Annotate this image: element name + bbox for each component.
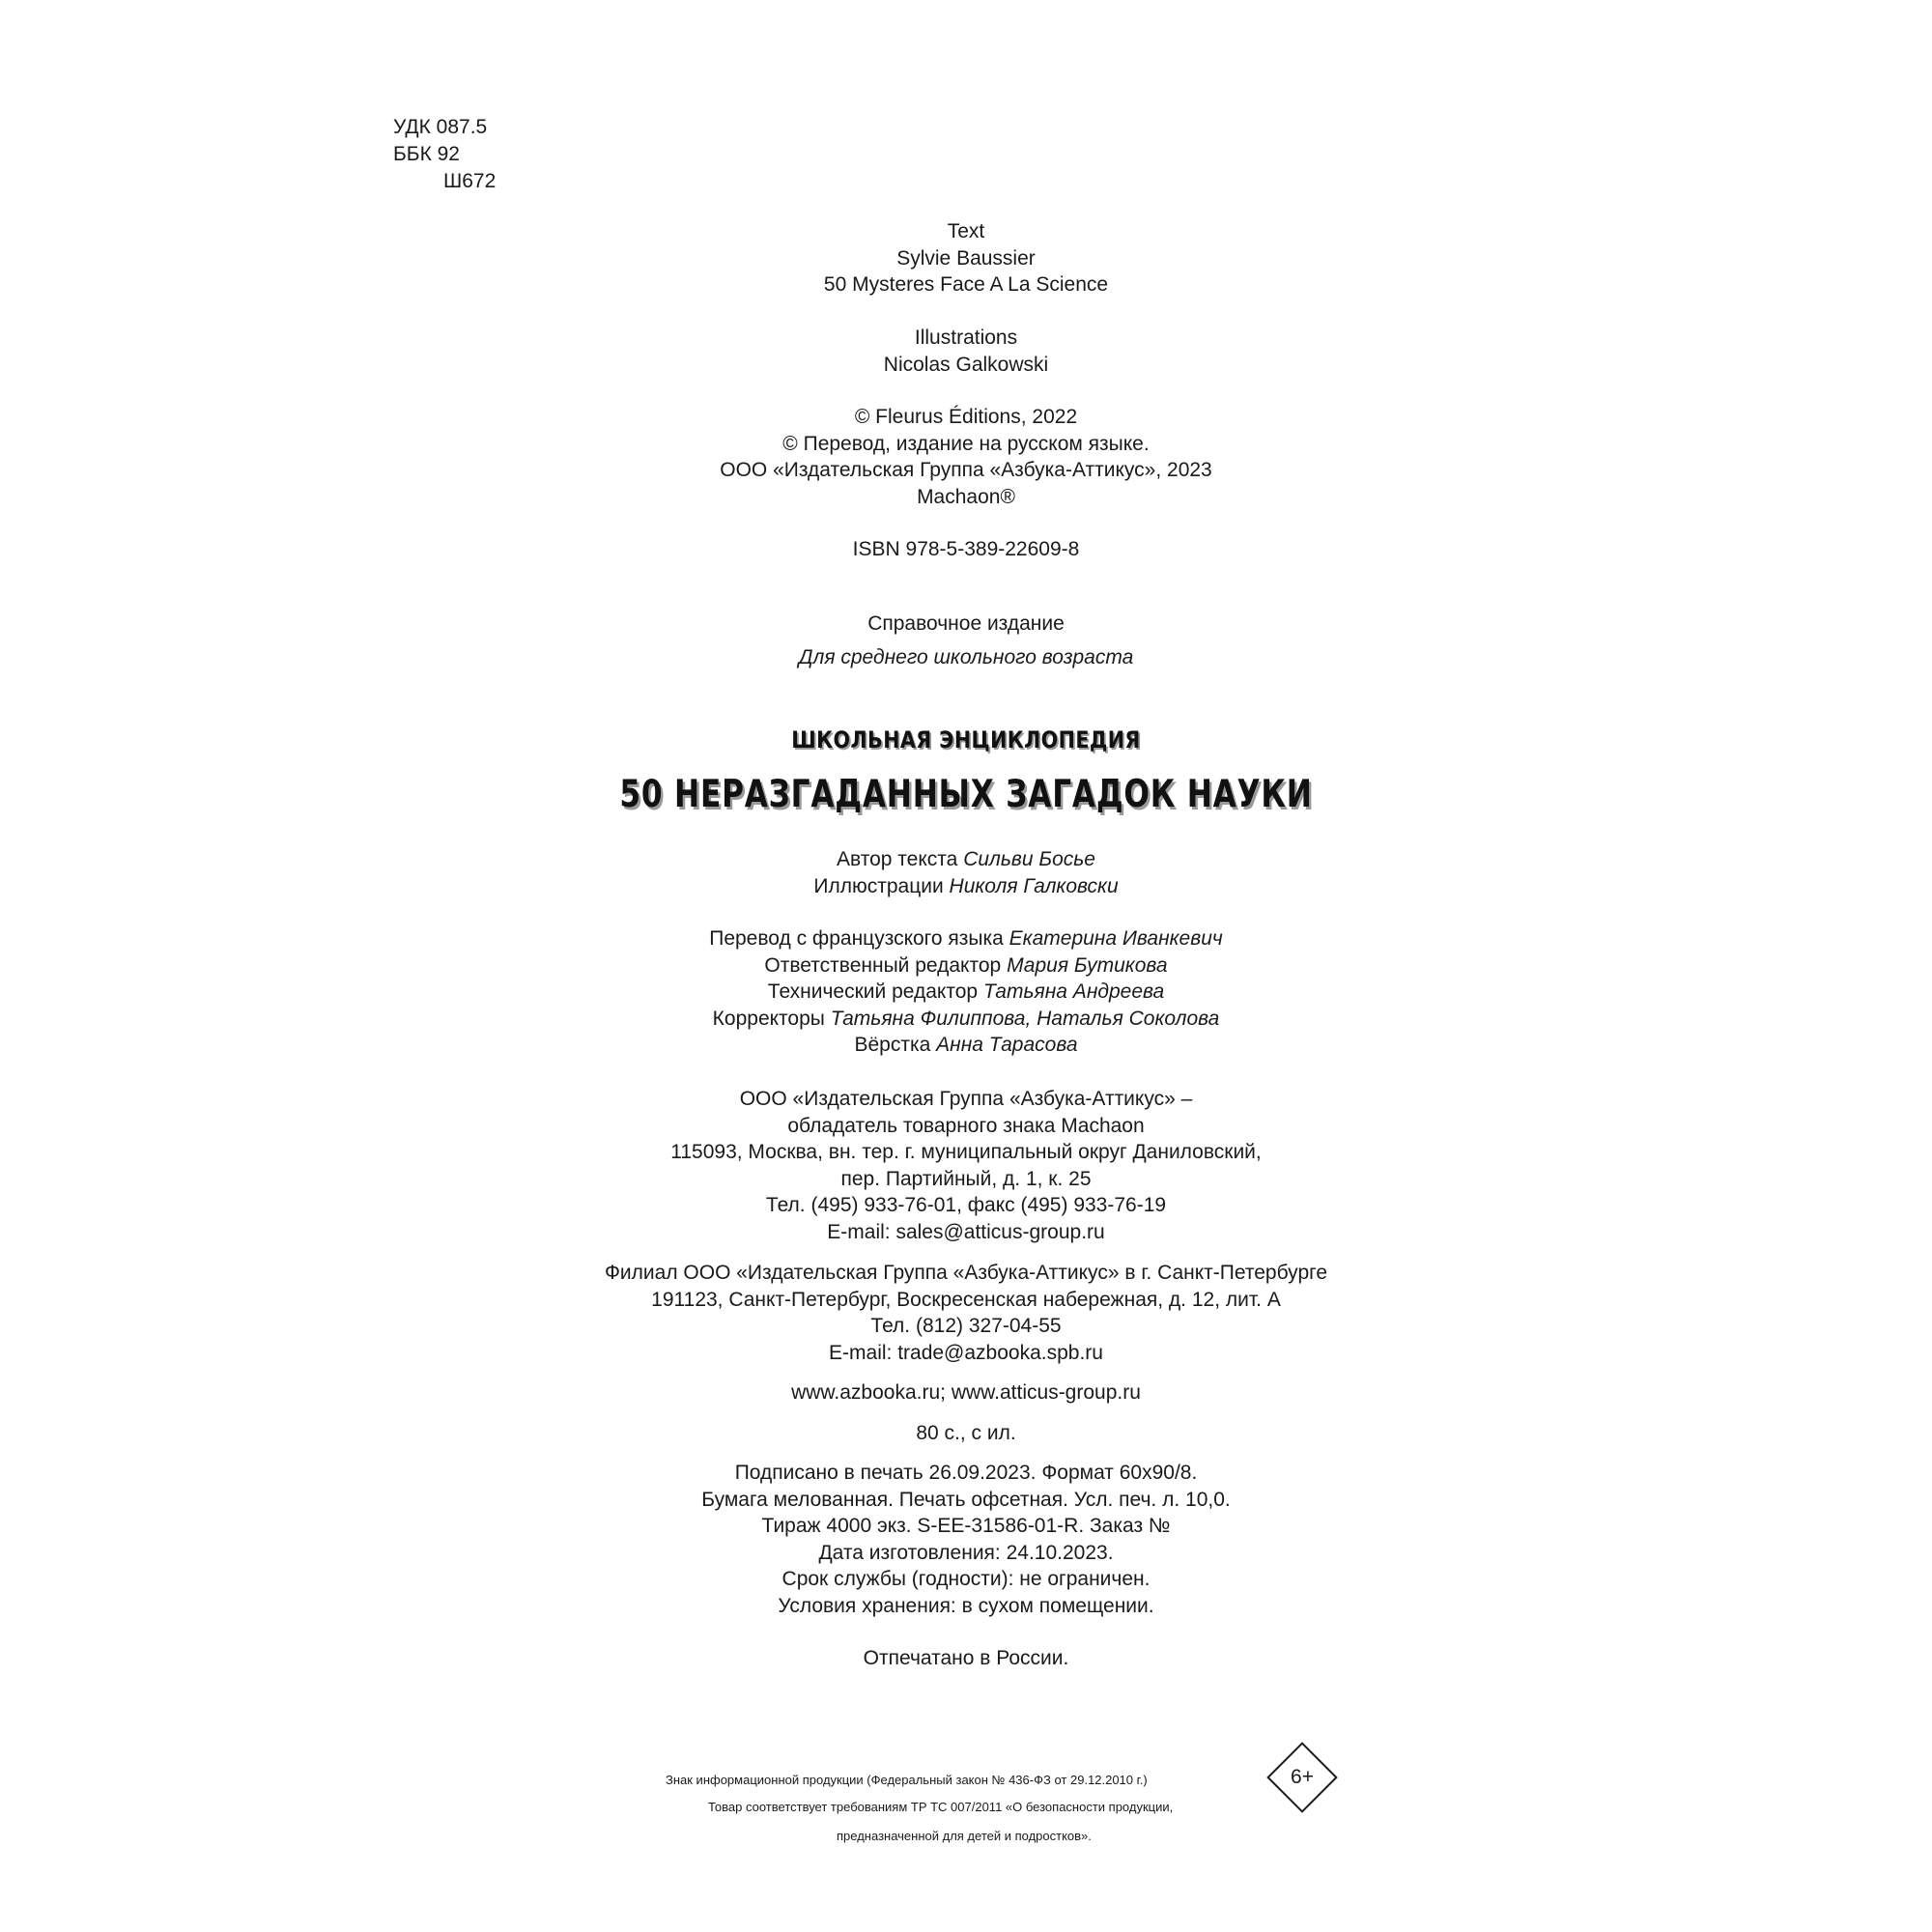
credit-name: Татьяна Андреева	[982, 980, 1165, 1003]
credit-role: Перевод с французского языка	[709, 927, 1004, 950]
print-info-block	[0, 1460, 1932, 1619]
print-info-line: Срок службы (годности): не ограничен.	[781, 1568, 1151, 1590]
credit-name: Мария Бутикова	[1007, 953, 1168, 977]
tr-ts-compliance-line: Товар соответствует требованиям ТР ТС 007/2011 «О безопасности продукции,	[708, 1800, 1174, 1814]
print-info-line: Бумага мелованная. Печать офсетная. Усл. печ. л. 10,0.	[701, 1488, 1231, 1511]
print-info-line: Условия хранения: в сухом помещении.	[778, 1594, 1154, 1617]
edition-type-text: Справочное издание	[867, 612, 1065, 635]
credit-role: Автор текста	[837, 848, 958, 870]
credit-name: Николя Галковски	[949, 874, 1119, 897]
credit-name: Сильви Босье	[963, 848, 1095, 870]
printed-in-text: Отпечатано в России.	[863, 1647, 1069, 1669]
copyright-block	[0, 404, 1932, 510]
isbn-text: ISBN 978-5-389-22609-8	[852, 538, 1080, 560]
credit-line	[0, 873, 1932, 900]
classification-codes	[393, 114, 496, 195]
copyright-line: ООО «Издательская Группа «Азбука-Аттикус», 2023	[720, 459, 1212, 481]
publisher-line: обладатель товарного знака Machaon	[787, 1114, 1145, 1137]
audience	[0, 644, 1932, 671]
publisher-line: пер. Партийный, д. 1, к. 25	[840, 1167, 1092, 1190]
text-label: Text	[947, 220, 985, 242]
credit-name: Екатерина Иванкевич	[1009, 927, 1223, 950]
page-count-text: 80 с., с ил.	[916, 1422, 1016, 1444]
tr-ts-compliance-line: предназначенной для детей и подростков».	[837, 1829, 1092, 1843]
credit-line	[0, 846, 1932, 873]
credit-line	[0, 1032, 1932, 1059]
websites-text: www.azbooka.ru; www.atticus-group.ru	[791, 1381, 1141, 1404]
original-edition-info	[0, 218, 1932, 298]
branch-line: Тел. (812) 327-04-55	[870, 1315, 1062, 1337]
print-info-line: Дата изготовления: 24.10.2023.	[818, 1541, 1114, 1564]
credit-line	[0, 925, 1932, 952]
branch-line: Филиал ООО «Издательская Группа «Азбука-Аттикус» в г. Санкт-Петербурге	[604, 1262, 1328, 1284]
publisher-email: E-mail: sales@atticus-group.ru	[827, 1220, 1105, 1243]
credit-role: Ответственный редактор	[764, 953, 1002, 977]
text-author: Sylvie Baussier	[896, 246, 1036, 270]
original-illustrations-info	[0, 325, 1932, 378]
credit-role: Корректоры	[712, 1007, 825, 1030]
credit-line	[0, 1006, 1932, 1033]
branch-line: 191123, Санкт-Петербург, Воскресенская набережная, д. 12, лит. А	[651, 1288, 1281, 1311]
udk-code: УДК 087.5	[393, 116, 488, 138]
main-credits	[0, 846, 1932, 899]
author-mark: Ш672	[443, 170, 497, 192]
websites	[0, 1379, 1932, 1406]
original-title: 50 Mysteres Face A La Science	[823, 273, 1109, 296]
publisher-line: 115093, Москва, вн. тер. г. муниципальный округ Даниловский,	[670, 1141, 1262, 1163]
copyright-line: © Перевод, издание на русском языке.	[782, 432, 1150, 455]
info-product-sign-text: Знак информационной продукции (Федеральный закон № 436-ФЗ от 29.12.2010 г.)	[666, 1773, 1148, 1787]
bbk-code: ББК 92	[393, 143, 460, 165]
branch-email: E-mail: trade@azbooka.spb.ru	[829, 1341, 1103, 1364]
credit-line	[0, 952, 1932, 980]
age-rating: 6+	[1291, 1766, 1314, 1788]
series-title: ШКОЛЬНАЯ ЭНЦИКЛОПЕДИЯ	[791, 726, 1141, 753]
credit-role: Технический редактор	[767, 980, 979, 1003]
publisher-line: ООО «Издательская Группа «Азбука-Аттикус» –	[739, 1088, 1193, 1110]
print-info-line: Тираж 4000 экз. S-EE-31586-01-R. Заказ №	[761, 1515, 1171, 1537]
credit-line	[0, 979, 1932, 1006]
publisher-line: Тел. (495) 933-76-01, факс (495) 933-76-19	[765, 1194, 1167, 1216]
illustrations-label: Illustrations	[914, 327, 1018, 349]
credit-name: Татьяна Филиппова, Наталья Соколова	[830, 1007, 1220, 1030]
credit-role: Вёрстка	[854, 1034, 931, 1056]
illustrator-name: Nicolas Galkowski	[883, 353, 1049, 376]
audience-text: Для среднего школьного возраста	[798, 646, 1134, 668]
book-title: 50 НЕРАЗГАДАННЫХ ЗАГАДОК НАУКИ	[619, 773, 1313, 816]
credit-name: Анна Тарасова	[936, 1034, 1078, 1056]
edition-type	[0, 611, 1932, 638]
branch-block	[0, 1260, 1932, 1366]
publisher-block	[0, 1086, 1932, 1245]
isbn	[0, 536, 1932, 563]
staff-credits	[0, 925, 1932, 1059]
copyright-line: © Fleurus Éditions, 2022	[854, 406, 1078, 428]
printed-in	[0, 1645, 1932, 1672]
print-info-line: Подписано в печать 26.09.2023. Формат 60x90/8.	[734, 1462, 1198, 1484]
copyright-line: Machaon®	[917, 485, 1015, 508]
credit-role: Иллюстрации	[813, 874, 944, 897]
page-count	[0, 1420, 1932, 1447]
